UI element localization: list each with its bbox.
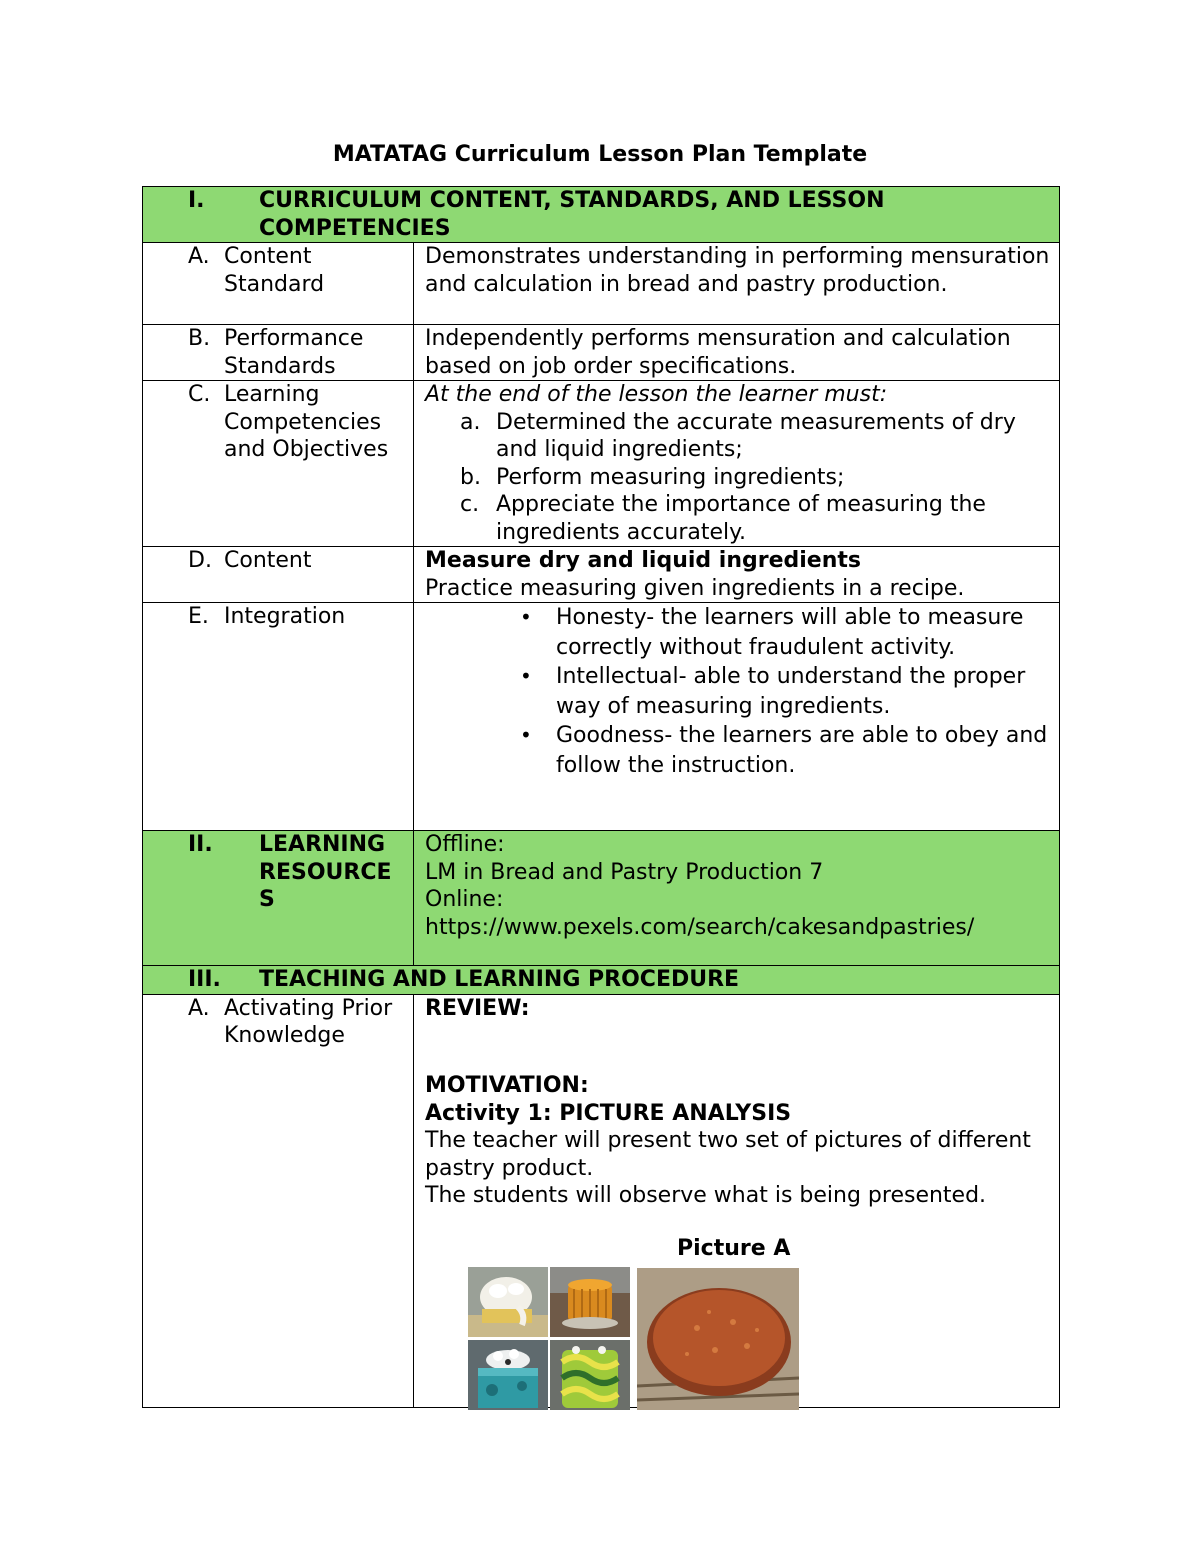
list-text: Appreciate the importance of measuring the ingredients accurately. (496, 492, 986, 545)
content-standard-value-cell (414, 243, 1060, 325)
list-text: Determined the accurate measurements of dry and liquid ingredients; (496, 409, 1016, 462)
list-item (425, 491, 1051, 546)
list-text: Honesty- the learners will able to measure correctly without fraudulent activity. (556, 605, 1024, 660)
integration-list (414, 603, 1059, 780)
section-2-header (143, 831, 414, 966)
offline-resource: LM in Bread and Pastry Production 7 (425, 859, 824, 885)
content-standard-label-cell (143, 243, 414, 325)
row-letter: A. (188, 995, 210, 1021)
list-text: Goodness- the learners are able to obey and follow the instruction. (556, 723, 1048, 778)
performance-standards-text: Independently performs mensuration and calculation based on job order specifications. (425, 326, 1011, 379)
sponge-cake-photo (637, 1268, 799, 1410)
section-3-numeral: III. (188, 967, 221, 992)
content-value-cell (414, 547, 1060, 603)
list-text: Intellectual- able to understand the proper way of measuring ingredients. (556, 664, 1026, 719)
row-letter: E. (188, 604, 209, 629)
objectives-intro: At the end of the lesson the learner must: (425, 382, 888, 407)
activating-label-cell (143, 994, 414, 1407)
row-letter: D. (188, 548, 212, 573)
picture-a-images (414, 1267, 1059, 1407)
list-item (414, 603, 1059, 662)
list-marker: c. (460, 492, 480, 517)
picture-a-label: Picture A (677, 1235, 791, 1261)
row-label: Activating Prior Knowledge (224, 995, 393, 1048)
online-resource-link[interactable]: https://www.pexels.com/search/cakesandpastries/ (425, 914, 975, 940)
content-heading: Measure dry and liquid ingredients (425, 548, 862, 573)
activity-paragraph-1: The teacher will present two set of pictures of different pastry product. (425, 1128, 1031, 1181)
section-3-title: TEACHING AND LEARNING PROCEDURE (259, 967, 740, 992)
activity-paragraph-2: The students will observe what is being presented. (425, 1183, 987, 1208)
row-label: Performance Standards (224, 326, 364, 379)
integration-label-cell (143, 603, 414, 831)
teal-cake-photo (468, 1340, 548, 1410)
list-item (414, 662, 1059, 721)
bullet-marker: • (520, 723, 532, 747)
row-label: Content Standard (224, 244, 325, 297)
list-marker: b. (460, 464, 481, 490)
lesson-plan-table (142, 186, 1060, 1408)
offline-label: Offline: (425, 832, 505, 857)
bullet-marker: • (520, 664, 532, 688)
performance-standards-row (143, 325, 1060, 381)
row-label: Learning Competencies and Objectives (224, 382, 389, 462)
section-1-title: CURRICULUM CONTENT, STANDARDS, AND LESSON COMPETENCIES (259, 188, 885, 241)
row-letter: A. (188, 244, 210, 269)
objectives-list (425, 409, 1051, 547)
section-2-numeral: II. (188, 832, 213, 857)
learning-competencies-label-cell (143, 381, 414, 547)
integration-row (143, 603, 1060, 831)
green-cake-photo (550, 1340, 630, 1410)
activity-title: Activity 1: PICTURE ANALYSIS (425, 1100, 792, 1126)
activating-value-cell (414, 994, 1060, 1407)
activating-prior-knowledge-row (143, 994, 1060, 1407)
bullet-marker: • (520, 605, 532, 629)
content-row (143, 547, 1060, 603)
row-letter: B. (188, 326, 211, 351)
integration-value-cell (414, 603, 1060, 831)
learning-resources-cell (414, 831, 1060, 966)
content-text: Practice measuring given ingredients in a recipe. (425, 575, 965, 601)
pastry-collage-image (468, 1267, 631, 1411)
row-letter: C. (188, 382, 211, 407)
document-title: MATATAG Curriculum Lesson Plan Template (332, 142, 868, 167)
orange-cake-photo (550, 1267, 630, 1337)
content-label-cell (143, 547, 414, 603)
section-2-title: LEARNING RESOURCE S (259, 832, 392, 912)
section-3-header-row (143, 966, 1060, 995)
list-text: Perform measuring ingredients; (496, 464, 845, 490)
section-1-header-row (143, 187, 1060, 243)
section-1-header (143, 187, 1060, 243)
online-label: Online: (425, 887, 504, 912)
list-item (414, 721, 1059, 780)
learning-competencies-value-cell (414, 381, 1060, 547)
content-standard-text: Demonstrates understanding in performing mensuration and calculation in bread and pastry production. (425, 244, 1050, 297)
performance-standards-label-cell (143, 325, 414, 381)
review-label: REVIEW: (425, 995, 530, 1021)
section-3-header (143, 966, 1060, 995)
motivation-label: MOTIVATION: (425, 1073, 589, 1098)
list-marker: a. (460, 409, 481, 435)
content-standard-row (143, 243, 1060, 325)
list-item (425, 409, 1051, 464)
row-label: Content (224, 548, 312, 573)
frosted-cake-photo (468, 1267, 548, 1337)
section-1-numeral: I. (188, 188, 205, 213)
row-label: Integration (224, 604, 346, 629)
section-2-row (143, 831, 1060, 966)
learning-competencies-row (143, 381, 1060, 547)
list-item (425, 464, 1051, 492)
performance-standards-value-cell (414, 325, 1060, 381)
